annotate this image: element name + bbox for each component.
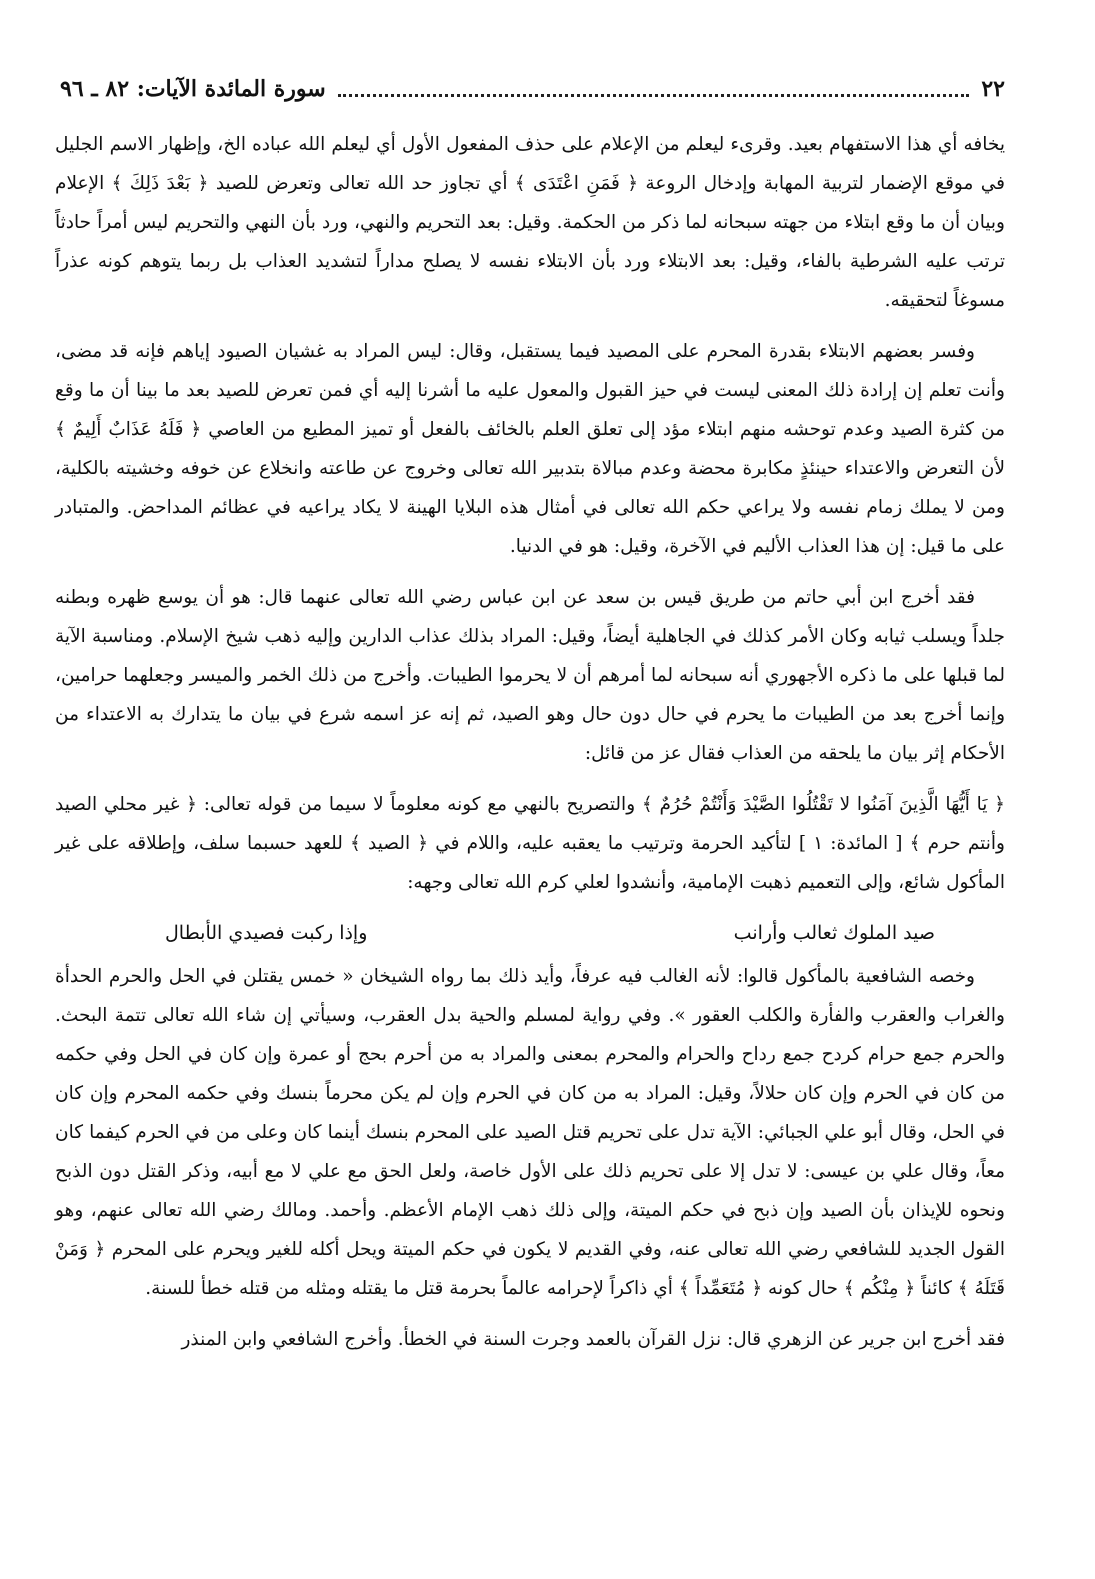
paragraph-3: فقد أخرج ابن أبي حاتم من طريق قيس بن سعد عن ابن عباس رضي الله تعالى عنهما قال: هو أن يوسع ظهره وبطنه جلداً ويسلب ثيابه وكان الأمر كذلك في الجاهلية أيضاً، وقيل: المراد بذلك عذاب الدارين وإليه ذهب شيخ الإسلام. ومناسبة الآية لما قبلها على ما ذكره الأجهوري أنه سبحانه لما أمرهم أن لا يحرموا الطيبات. وأخرج من ذلك الخمر والميسر وجعلهما حرامين، وإنما أخرج بعد من الطيبات ما يحرم في حال دون حال وهو الصيد، ثم إنه عز اسمه شرع في بيان ما يتدارك به الاعتداء من الأحكام إثر بيان ما يلحقه من العذاب فقال عز من قائل: (55, 587, 1005, 764)
paragraph-5: وخصه الشافعية بالمأكول قالوا: لأنه الغالب فيه عرفاً، وأيد ذلك بما رواه الشيخان « خمس يقتلن في الحل والحرم الحدأة والغراب والعقرب والفأرة والكلب العقور ». وفي رواية لمسلم والحية بدل العقرب، وسيأتي إن شاء الله تعالى تتمة البحث. والحرم جمع حرام كردح جمع رداح والحرام والمحرم بمعنى والمراد به من أحرم بحج أو عمرة وإن كان في الحل وفي حكمه من كان في الحرم وإن كان حلالاً، وقيل: المراد به من كان في الحرم وإن لم يكن محرماً بنسك وفي حكمه المحرم وإن كان في الحل، وقال أبو علي الجبائي: الآية تدل على تحريم قتل الصيد على المحرم بنسك أينما كان وعلى من في الحرم كيفما كان معاً، وقال علي بن عيسى: لا تدل إلا على تحريم ذلك على الأول خاصة، ولعل الحق مع علي لا مع أبيه، وذكر القتل دون الذبح ونحوه للإيذان بأن الصيد وإن ذبح في حكم الميتة، وإلى ذلك ذهب الإمام الأعظم. وأحمد. ومالك رضي الله تعالى عنهم، وهو القول الجديد للشافعي رضي الله تعالى عنه، وفي القديم لا يكون في حكم الميتة ويحل أكله للغير ويحرم على المحرم ﴿ وَمَنْ قَتَلَهُ ﴾ كائناً ﴿ مِنْكُم ﴾ حال كونه ﴿ مُتَعَمِّداً ﴾ أي ذاكراً لإحرامه عالماً بحرمة قتل ما يقتله ومثله من قتله خطأ للسنة. (55, 966, 1005, 1299)
header-dotted-leader (338, 82, 970, 97)
running-header (60, 72, 1005, 106)
page-number: ٢٢ (981, 76, 1005, 102)
verse-hemistich-left: وإذا ركبت فصيدي الأبطال (165, 922, 368, 944)
verse-hemistich-right: صيد الملوك ثعالب وأرانب (733, 922, 935, 944)
poem-verse (55, 914, 1005, 953)
paragraph-2: وفسر بعضهم الابتلاء بقدرة المحرم على المصيد فيما يستقبل، وقال: ليس المراد به غشيان الصيود إياهم فإنه قد مضى، وأنت تعلم إن إرادة ذلك المعنى ليست في حيز القبول والمعول عليه ما أشرنا إليه أي فمن تعرض للصيد بعد ما بينا أن ما وقع من كثرة الصيد وعدم توحشه منهم ابتلاء مؤد إلى تعلق العلم بالخائف بالفعل أو تميز المطيع من العاصي ﴿ فَلَهُ عَذَابٌ أَلِيمٌ ﴾ لأن التعرض والاعتداء حينئذٍ مكابرة محضة وعدم مبالاة بتدبير الله تعالى وخروج عن طاعته وانخلاع عن خوفه وخشيته بالكلية، ومن لا يملك زمام نفسه ولا يراعي حكم الله تعالى في أمثال هذه البلايا الهينة لا يكاد يراعيه في عظائم المداحض. والمتبادر على ما قيل: إن هذا العذاب الأليم في الآخرة، وقيل: هو في الدنيا. (55, 341, 1005, 557)
paragraph-6: فقد أخرج ابن جرير عن الزهري قال: نزل القرآن بالعمد وجرت السنة في الخطأ. وأخرج الشافعي وابن المنذر (181, 1329, 1005, 1350)
paragraph-4: ﴿ يَا أَيُّهَا الَّذِينَ آمَنُوا لا تَقْتُلُوا الصَّيْدَ وَأَنْتُمْ حُرُمٌ ﴾ والتصريح بالنهي مع كونه معلوماً لا سيما من قوله تعالى: ﴿ غير محلي الصيد وأنتم حرم ﴾ [ المائدة: ١ ] لتأكيد الحرمة وترتيب ما يعقبه عليه، واللام في ﴿ الصيد ﴾ للعهد حسبما سلف، وإطلاقه على غير المأكول شائع، وإلى التعميم ذهبت الإمامية، وأنشدوا لعلي كرم الله تعالى وجهه: (55, 794, 1005, 893)
paragraph-1: يخافه أي هذا الاستفهام بعيد. وقرىء ليعلم من الإعلام على حذف المفعول الأول أي ليعلم الله عباده الخ، وإظهار الاسم الجليل في موقع الإضمار لتربية المهابة وإدخال الروعة ﴿ فَمَنِ اعْتَدَى ﴾ أي تجاوز حد الله تعالى وتعرض للصيد ﴿ بَعْدَ ذَلِكَ ﴾ الإعلام وبيان أن ما وقع ابتلاء من جهته سبحانه لما ذكر من الحكمة. وقيل: بعد التحريم والنهي، ورد بأن النهي والتحريم ليس أمراً حادثاً ترتب عليه الشرطية بالفاء، وقيل: بعد الابتلاء ورد بأن الابتلاء نفسه لا يصلح مداراً لتشديد العذاب بل ربما يتوهم كونه عذراً مسوغاً لتحقيقه. (55, 134, 1005, 311)
body-text (55, 125, 1005, 1371)
surah-title: سورة المائدة الآيات: ٨٢ ـ ٩٦ (60, 76, 326, 102)
